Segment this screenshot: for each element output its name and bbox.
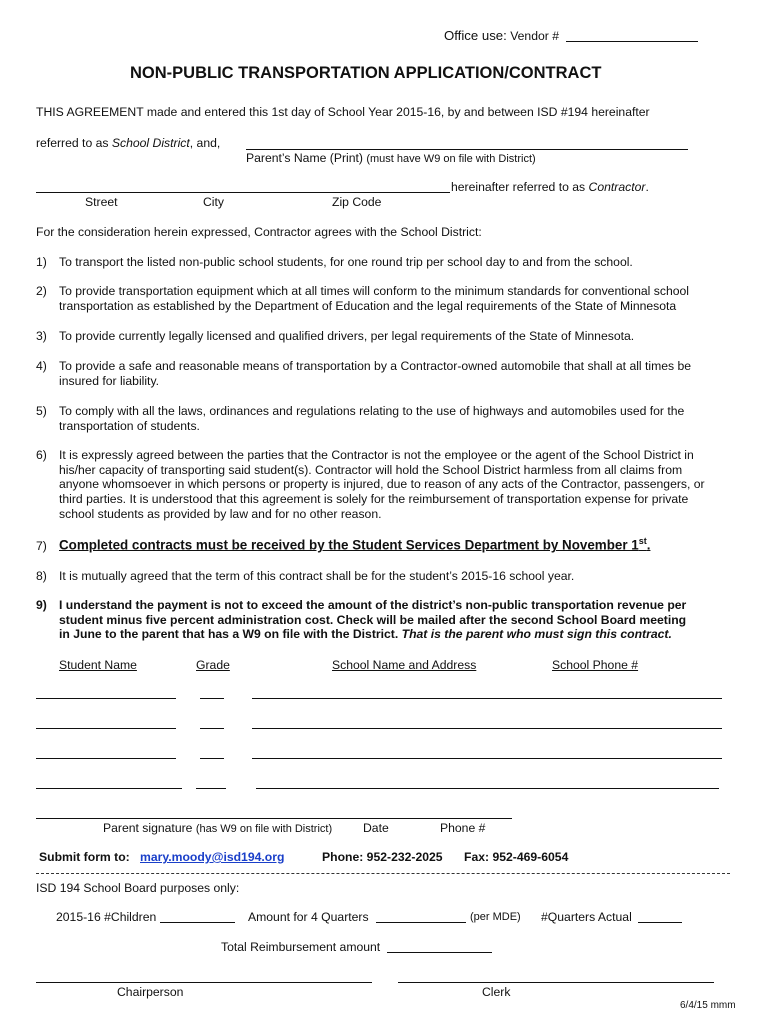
- section-divider: [36, 873, 730, 874]
- student-name-header: Student Name: [59, 658, 137, 672]
- item-9-text: I understand the payment is not to exceed the amount of the district’s non-public transportation revenue per student minus five percent administration cost. Check will be mailed after the second School Board meeting in June to the parent that has a W9 on file with the District. That is the parent who must sign this contract.: [59, 598, 687, 642]
- student-name-field[interactable]: [36, 698, 176, 699]
- intro-line-2: referred to as School District, and,: [36, 136, 221, 150]
- grade-field[interactable]: [200, 698, 224, 699]
- school-phone-header: School Phone #: [552, 658, 639, 672]
- intro-line-1: THIS AGREEMENT made and entered this 1st day of School Year 2015-16, by and between ISD #194 hereinafter: [36, 105, 650, 119]
- zip-code-label: Zip Code: [332, 195, 382, 209]
- submit-fax: Fax: 952-469-6054: [464, 850, 569, 864]
- total-reimbursement-label: Total Reimbursement amount: [221, 940, 381, 954]
- parent-name-field[interactable]: [246, 149, 688, 150]
- contractor-label: hereinafter referred to as Contractor.: [451, 180, 649, 194]
- address-field[interactable]: [36, 192, 450, 193]
- item-number: 5): [36, 404, 47, 418]
- clerk-label: Clerk: [482, 985, 511, 999]
- item-5-text: To comply with all the laws, ordinances and regulations relating to the use of highways and automobiles used for the transportation of students.: [59, 404, 685, 433]
- parent-signature-field[interactable]: [36, 818, 512, 819]
- student-name-field[interactable]: [36, 728, 176, 729]
- school-address-field[interactable]: [252, 758, 722, 759]
- phone-label: Phone #: [440, 821, 486, 835]
- grade-field[interactable]: [196, 788, 226, 789]
- quarters-field[interactable]: [638, 922, 682, 923]
- item-number: 8): [36, 569, 47, 583]
- item-7-text: Completed contracts must be received by the Student Services Department by November 1st.: [59, 536, 651, 553]
- chairperson-signature-field[interactable]: [36, 982, 372, 983]
- submit-phone: Phone: 952-232-2025: [322, 850, 443, 864]
- item-number: 7): [36, 539, 47, 553]
- school-address-field[interactable]: [252, 728, 722, 729]
- item-8-text: It is mutually agreed that the term of this contract shall be for the student’s 2015-16 school year.: [59, 569, 575, 583]
- item-number: 3): [36, 329, 47, 343]
- chairperson-label: Chairperson: [117, 985, 184, 999]
- submit-label: Submit form to:: [39, 850, 130, 864]
- item-3-text: To provide currently legally licensed and qualified drivers, per legal requirements of the State of Minnesota.: [59, 329, 635, 343]
- children-field[interactable]: [160, 922, 235, 923]
- footer-revision: 6/4/15 mmm: [680, 1000, 736, 1011]
- grade-field[interactable]: [200, 728, 224, 729]
- school-address-field[interactable]: [252, 698, 722, 699]
- grade-header: Grade: [196, 658, 230, 672]
- student-name-field[interactable]: [36, 788, 182, 789]
- children-label: 2015-16 #Children: [56, 910, 157, 924]
- item-number: 9): [36, 598, 47, 612]
- date-label: Date: [363, 821, 389, 835]
- school-address-field[interactable]: [256, 788, 719, 789]
- item-number: 6): [36, 448, 47, 462]
- vendor-label: Vendor #: [510, 29, 559, 43]
- total-reimbursement-field[interactable]: [387, 952, 492, 953]
- grade-field[interactable]: [200, 758, 224, 759]
- amount-field[interactable]: [376, 922, 466, 923]
- quarters-label: #Quarters Actual: [541, 910, 632, 924]
- consideration-text: For the consideration herein expressed, Contractor agrees with the School District:: [36, 225, 482, 239]
- item-6-text: It is expressly agreed between the parties that the Contractor is not the employee or the agent of the School District in his/her capacity of transporting said student(s). Contractor will hold the School District harmless from all claims from anyone whomsoever in which persons or property is injured, due to reason of any acts of the Contractor, passengers, or third parties. It is understood that this agreement is solely for the reimbursement of transportation expense for private school students as provided by law and for no other reason.: [59, 448, 705, 521]
- amount-label: Amount for 4 Quarters: [248, 910, 369, 924]
- city-label: City: [203, 195, 224, 209]
- item-2-text: To provide transportation equipment which at all times will conform to the minimum standards for conventional school transportation as established by the Department of Education and the legal requirements of the State of Minnesota: [59, 284, 689, 313]
- submit-email-link[interactable]: mary.moody@isd194.org: [140, 850, 285, 864]
- school-name-address-header: School Name and Address: [332, 658, 477, 672]
- office-use: [444, 28, 559, 43]
- street-label: Street: [85, 195, 118, 209]
- parent-signature-label: Parent signature (has W9 on file with District): [103, 821, 333, 835]
- board-heading: ISD 194 School Board purposes only:: [36, 881, 240, 895]
- item-1-text: To transport the listed non-public school students, for one round trip per school day to and from the school.: [59, 255, 633, 269]
- item-number: 1): [36, 255, 47, 269]
- clerk-signature-field[interactable]: [398, 982, 714, 983]
- per-mde-note: (per MDE): [470, 911, 521, 923]
- office-use-label: Office use:: [444, 28, 507, 43]
- vendor-number-field[interactable]: [566, 41, 698, 42]
- item-number: 2): [36, 284, 47, 298]
- parent-name-label: Parent’s Name (Print) (must have W9 on file with District): [246, 151, 536, 165]
- page-title: NON-PUBLIC TRANSPORTATION APPLICATION/CONTRACT: [130, 64, 602, 82]
- item-number: 4): [36, 359, 47, 373]
- item-4-text: To provide a safe and reasonable means of transportation by a Contractor-owned automobile that shall at all times be insured for liability.: [59, 359, 692, 388]
- student-name-field[interactable]: [36, 758, 176, 759]
